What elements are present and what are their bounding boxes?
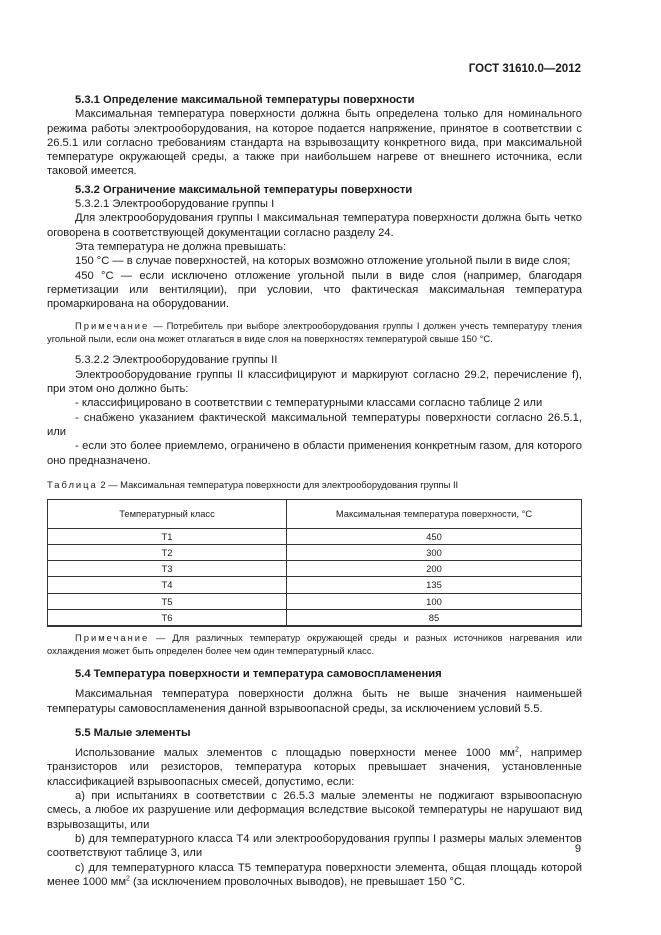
condition-c-text-b: (за исключением проволочных выводов), не превышает 150 °С. bbox=[129, 875, 466, 888]
note-text: — Потребитель при выборе электрооборудования группы I должен учесть температуру тления угольной пыли, если она может отлагаться в виде слоя на поверхностях температурой свыше 150 °С. bbox=[47, 320, 582, 345]
condition-c bbox=[47, 861, 582, 890]
table-row bbox=[48, 545, 582, 561]
condition-a: а) при испытаниях в соответствии с 26.5.3 малые элементы не поджигают взрывоопасную смесь, а любое их разрушение или деформация вследствие высокой температуры не нарушают вид взрывозащиты, или bbox=[47, 790, 582, 831]
subsection-5-3-2-1-title: 5.3.2.1 Электрооборудование группы I bbox=[75, 198, 275, 211]
document-id-header: ГОСТ 31610.0—2012 bbox=[468, 63, 581, 75]
limit-intro-paragraph: Эта температура не должна превышать: bbox=[75, 240, 287, 253]
intro-text-b: , например транзисторов или резисторов, температура которых превышает значения, установленные классификацией взрывоопасных смесей, допустимо, если: bbox=[47, 747, 582, 788]
table-header-row bbox=[48, 499, 582, 528]
table-cell-temp: 85 bbox=[287, 609, 582, 626]
section-5-3-1-paragraph: Максимальная температура поверхности должна быть определена только для номинального режима работы электрооборудования, на которое подается напряжение, принятое в соответствии с 26.5.1 или согласно требованиям стандарта на взрывозащиту конкретного вида, при максимальной температуре окружающей среды, а также при наибольшем нагреве от внешнего источника, если таковой имеется. bbox=[47, 108, 582, 178]
table-cell-class: T6 bbox=[48, 609, 287, 626]
table-caption-label: Таблица bbox=[47, 478, 98, 490]
section-5-5-intro bbox=[47, 746, 582, 789]
section-5-4-paragraph: Максимальная температура поверхности должна быть не выше значения наименьшей температуры самовоспламенения данной взрывоопасной среды, за исключением условий 5.5. bbox=[47, 688, 582, 715]
note-label: Примечание bbox=[75, 631, 150, 643]
table-cell-class: T2 bbox=[48, 545, 287, 561]
table-row bbox=[48, 593, 582, 609]
table-row bbox=[48, 528, 582, 544]
table-cell-temp: 300 bbox=[287, 545, 582, 561]
list-item-classified: - классифицировано в соответствии с температурными классами согласно таблице 2 или bbox=[75, 397, 543, 410]
list-item-marked: - снабжено указанием фактической максимальной температуры поверхности согласно 26.5.1, или bbox=[47, 411, 582, 438]
column-header-max-temp: Максимальная температура поверхности, °С bbox=[287, 499, 582, 528]
table-cell-class: T5 bbox=[48, 593, 287, 609]
table-caption-text: 2 — Максимальная температура поверхности для электрооборудования группы II bbox=[97, 478, 459, 490]
subsection-5-3-2-2-title: 5.3.2.2 Электрооборудование группы II bbox=[75, 354, 278, 367]
condition-b: b) для температурного класса Т4 или электрооборудования группы I размеры малых элементов соответствуют таблице 3, или bbox=[47, 832, 582, 860]
table-2-note bbox=[47, 631, 582, 657]
table-cell-temp: 135 bbox=[287, 577, 582, 593]
table-row bbox=[48, 561, 582, 577]
table-cell-temp: 100 bbox=[287, 593, 582, 609]
column-header-class: Температурный класс bbox=[48, 499, 287, 528]
intro-text-a: Использование малых элементов с площадью поверхности менее 1000 мм bbox=[75, 747, 515, 760]
section-5-3-1-heading: 5.3.1 Определение максимальной температуры поверхности bbox=[75, 94, 415, 106]
section-5-3-2-heading: 5.3.2 Ограничение максимальной температуры поверхности bbox=[75, 183, 413, 196]
group-i-paragraph: Для электрооборудования группы I максимальная температура поверхности должна быть четко оговорена в соответствующей документации согласно разделу 24. bbox=[47, 212, 582, 239]
table-cell-temp: 450 bbox=[287, 528, 582, 544]
page-content bbox=[47, 93, 582, 889]
table-cell-class: T1 bbox=[48, 528, 287, 544]
limit-450-paragraph: 450 °С — если исключено отложение угольной пыли в виде слоя (например, благодаря герметизации или вентиляции), при условии, что фактическая максимальная температура промаркирована на оборудовании. bbox=[47, 269, 582, 311]
section-5-4-heading: 5.4 Температура поверхности и температура самовоспламенения bbox=[75, 667, 442, 680]
table-row bbox=[48, 577, 582, 593]
group-ii-paragraph: Электрооборудование группы II классифицируют и маркируют согласно 29.2, перечисление f), при этом оно должно быть: bbox=[47, 368, 582, 396]
note-group-i bbox=[47, 319, 582, 345]
table-row bbox=[48, 609, 582, 626]
temperature-class-table bbox=[47, 499, 582, 627]
condition-c-text-a: с) для температурного класса Т5 температура поверхности элемента, общая площадь которой менее 1000 мм bbox=[47, 861, 582, 888]
limit-150-paragraph: 150 °С — в случае поверхностей, на которых возможно отложение угольной пыли в виде слоя; bbox=[75, 255, 571, 268]
table-cell-class: T4 bbox=[48, 577, 287, 593]
page-number: 9 bbox=[574, 843, 581, 855]
intro-superscript: 2 bbox=[514, 746, 519, 754]
list-item-restricted: - если это более приемлемо, ограничено в области применения конкретным газом, для которого оно предназначено. bbox=[47, 440, 582, 467]
table-cell-class: T3 bbox=[48, 561, 287, 577]
section-5-5-heading: 5.5 Малые элементы bbox=[75, 726, 191, 739]
condition-c-superscript: 2 bbox=[126, 875, 130, 883]
note-text: — Для различных температур окружающей среды и разных источников нагревания или охлаждения может быть определен более чем один температурный класс. bbox=[47, 631, 582, 656]
note-label: Примечание bbox=[75, 320, 150, 332]
table-2-caption bbox=[47, 478, 582, 491]
table-cell-temp: 200 bbox=[287, 561, 582, 577]
